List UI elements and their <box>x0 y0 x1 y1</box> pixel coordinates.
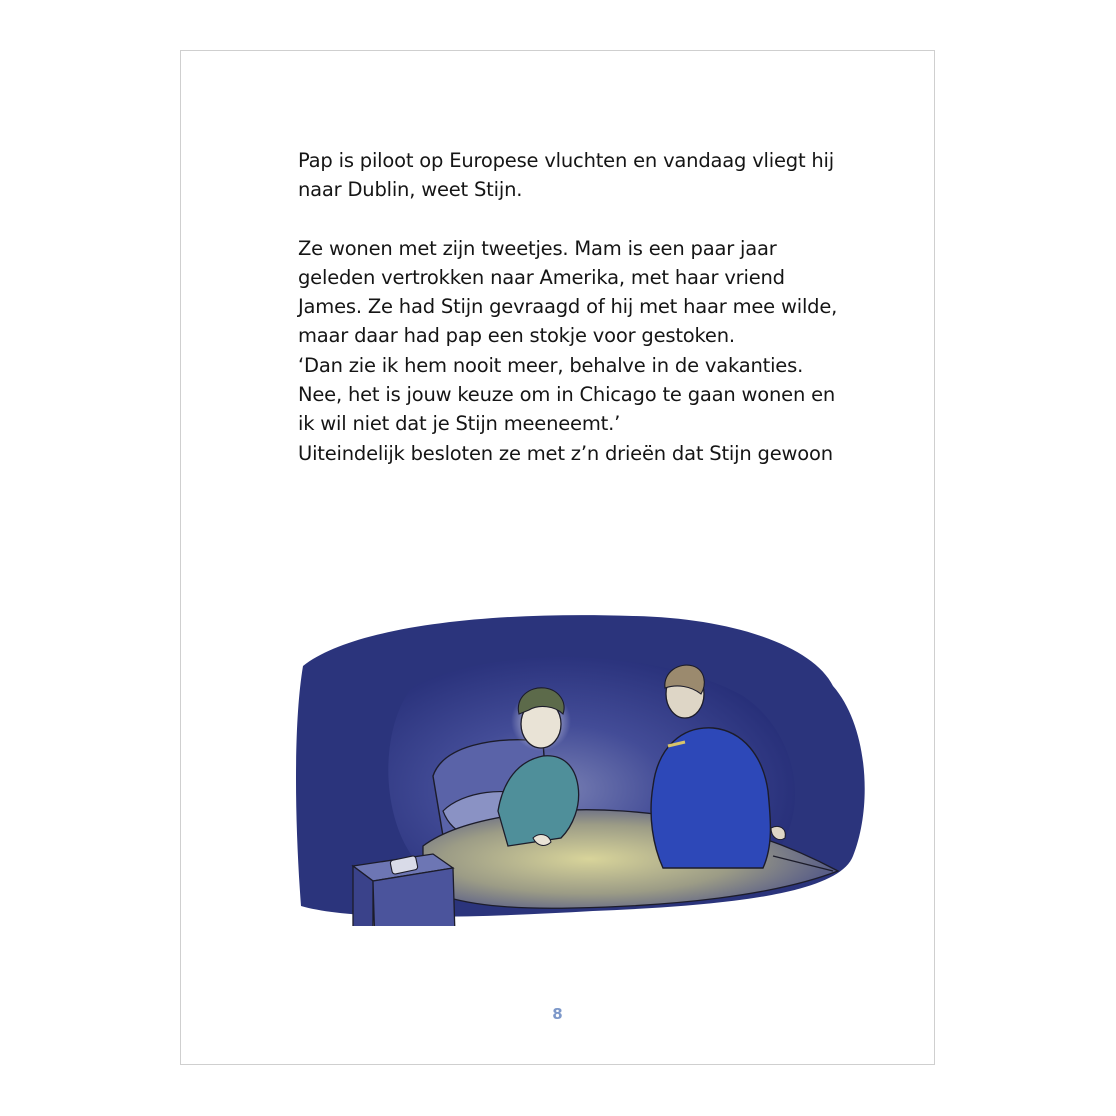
night-bedroom-illustration <box>293 606 873 926</box>
story-text <box>298 146 838 468</box>
paragraph-3: ‘Dan zie ik hem nooit meer, behalve in de vakanties. Nee, het is jouw keuze om in Chicago te gaan wonen en ik wil niet dat je Stijn meeneemt.’ <box>298 353 836 436</box>
paragraph-gap <box>298 205 838 234</box>
paragraph-2: Ze wonen met zijn tweetjes. Mam is een paar jaar geleden vertrokken naar Amerika, met haar vriend James. Ze had Stijn gevraagd of hij met haar mee wilde, maar daar had pap een stokje voor gestoken. <box>298 236 838 348</box>
paragraph-1: Pap is piloot op Europese vluchten en vandaag vliegt hij naar Dublin, weet Stijn. <box>298 149 834 202</box>
paragraph-4: Uiteindelijk besloten ze met z’n drieën dat Stijn gewoon <box>298 441 833 465</box>
page-number: 8 <box>552 1005 563 1023</box>
book-page <box>180 50 935 1065</box>
